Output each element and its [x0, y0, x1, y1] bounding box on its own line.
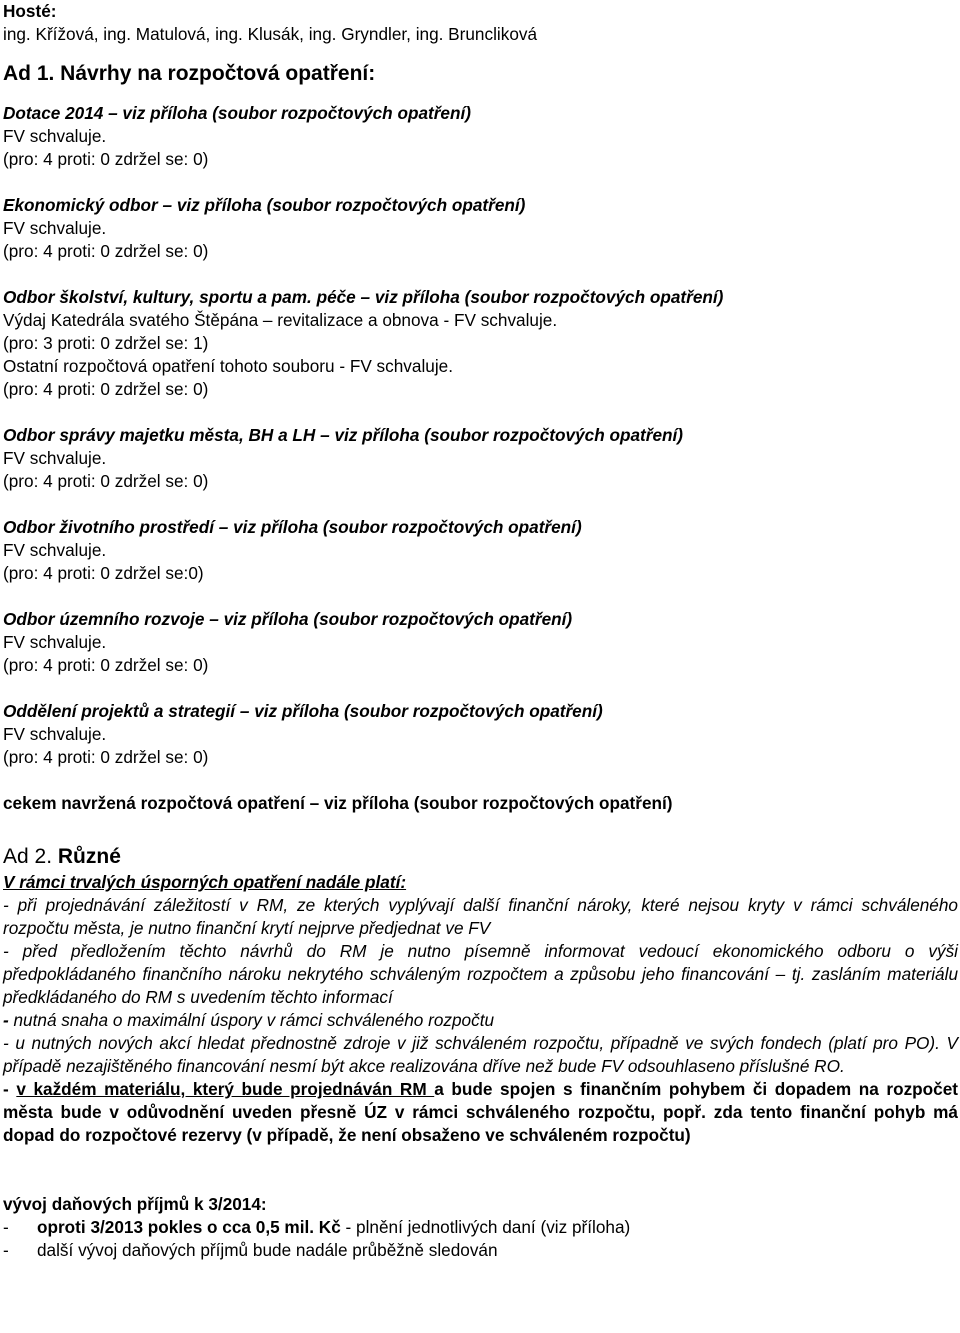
section-line: Výdaj Katedrála svatého Štěpána – revitalizace a obnova - FV schvaluje.	[3, 310, 558, 330]
section-vote: (pro: 4 proti: 0 zdržel se: 0)	[3, 471, 209, 491]
section-majetek	[3, 424, 958, 493]
section-vote: (pro: 4 proti: 0 zdržel se: 0)	[3, 379, 209, 399]
tax-heading: vývoj daňových příjmů k 3/2014:	[3, 1194, 267, 1214]
section-title: Odbor územního rozvoje – viz příloha (soubor rozpočtových opatření)	[3, 609, 573, 629]
section-vote: (pro: 4 proti: 0 zdržel se: 0)	[3, 747, 209, 767]
tax-item-dash: -	[3, 1240, 9, 1260]
ad2-heading-word: Různé	[57, 845, 121, 868]
section-vote: (pro: 4 proti: 0 zdržel se: 0)	[3, 149, 209, 169]
section-decision: FV schvaluje.	[3, 448, 107, 468]
section-line: Ostatní rozpočtová opatření tohoto souboru - FV schvaluje.	[3, 356, 453, 376]
ad1-heading: Ad 1. Návrhy na rozpočtová opatření:	[3, 62, 376, 85]
section-title: Dotace 2014 – viz příloha (soubor rozpočtových opatření)	[3, 103, 471, 123]
rule-heading: V rámci trvalých úsporných opatření nadále platí:	[3, 872, 407, 892]
section-vote: (pro: 4 proti: 0 zdržel se:0)	[3, 563, 204, 583]
tax-item-rest: - plnění jednotlivých daní (viz příloha)	[340, 1217, 631, 1237]
rule-text: nutná snaha o maximální úspory v rámci schváleného rozpočtu	[13, 1010, 495, 1030]
section-ekonomicky	[3, 194, 958, 263]
section-projekty	[3, 700, 958, 769]
rule-rest: a bude spojen s finančním pohybem či dopadem na rozpočet města bude v odůvodnění uveden přesně ÚZ v rámci schváleného rozpočtu, popř. zda tento finanční pohyb má dopad do rozpočtové rezervy (v případě, že není obsaženo ve schváleném rozpočtu)	[3, 1079, 959, 1145]
rule-dash: -	[3, 1079, 17, 1099]
section-zivotni-prostredi	[3, 516, 958, 585]
section-decision: FV schvaluje.	[3, 218, 107, 238]
rule-paragraph-5	[3, 1078, 958, 1147]
ad2-heading-prefix: Ad 2.	[3, 845, 58, 868]
ad2-heading	[3, 843, 958, 871]
rule-underlined: v každém materiálu, který bude projednáván RM	[16, 1079, 435, 1099]
guests-names: ing. Křížová, ing. Matulová, ing. Klusák, ing. Gryndler, ing. Bruncliková	[3, 24, 538, 44]
section-decision: FV schvaluje.	[3, 540, 107, 560]
rule-paragraph-4: - u nutných nových akcí hledat přednostně zdroje v již schváleném rozpočtu, případně ve svých fondech (platí pro PO). V případě nezajištěného financování nesmí být akce realizována dříve než bude FV odsouhlaseno příslušné RO.	[3, 1033, 958, 1076]
section-title: Odbor školství, kultury, sportu a pam. péče – viz příloha (soubor rozpočtových opatření)	[3, 287, 724, 307]
tax-item	[3, 1216, 958, 1239]
tax-item-bold: oproti 3/2013 pokles o cca 0,5 mil. Kč	[37, 1217, 341, 1237]
section-decision: FV schvaluje.	[3, 126, 107, 146]
section-decision: FV schvaluje.	[3, 632, 107, 652]
section-vote: (pro: 3 proti: 0 zdržel se: 1)	[3, 333, 209, 353]
rule-dash: -	[3, 1010, 14, 1030]
section-title: Ekonomický odbor – viz příloha (soubor rozpočtových opatření)	[3, 195, 526, 215]
tax-item-dash: -	[3, 1217, 9, 1237]
section-dotace	[3, 102, 958, 171]
section-vote: (pro: 4 proti: 0 zdržel se: 0)	[3, 241, 209, 261]
section-title: Oddělení projektů a strategií – viz příloha (soubor rozpočtových opatření)	[3, 701, 603, 721]
section-title: Odbor správy majetku města, BH a LH – viz příloha (soubor rozpočtových opatření)	[3, 425, 683, 445]
section-uzemni-rozvoj	[3, 608, 958, 677]
section-title: Odbor životního prostředí – viz příloha (soubor rozpočtových opatření)	[3, 517, 582, 537]
rule-paragraph-2: - před předložením těchto návrhů do RM je nutno písemně informovat vedoucí ekonomického odboru o výši předpokládaného finančního nároku nekrytého schváleným rozpočtem a způsobu jeho financování – tj. zasláním materiálu předkládaného do RM s uvedením těchto informací	[3, 941, 958, 1007]
rule-paragraph-3	[3, 1009, 958, 1032]
tax-item-rest: další vývoj daňových příjmů bude nadále průběžně sledován	[37, 1240, 498, 1260]
section-skolstvi	[3, 286, 958, 401]
total-line: cekem navržená rozpočtová opatření – viz příloha (soubor rozpočtových opatření)	[3, 793, 673, 813]
tax-item	[3, 1239, 958, 1262]
guests-label: Hosté:	[3, 1, 57, 21]
section-decision: FV schvaluje.	[3, 724, 107, 744]
section-vote: (pro: 4 proti: 0 zdržel se: 0)	[3, 655, 209, 675]
rule-paragraph-1: - při projednávání záležitostí v RM, ze kterých vyplývají další finanční nároky, které nejsou kryty v rámci schváleného rozpočtu města, je nutno finanční krytí nejprve předjednat ve FV	[3, 895, 958, 938]
